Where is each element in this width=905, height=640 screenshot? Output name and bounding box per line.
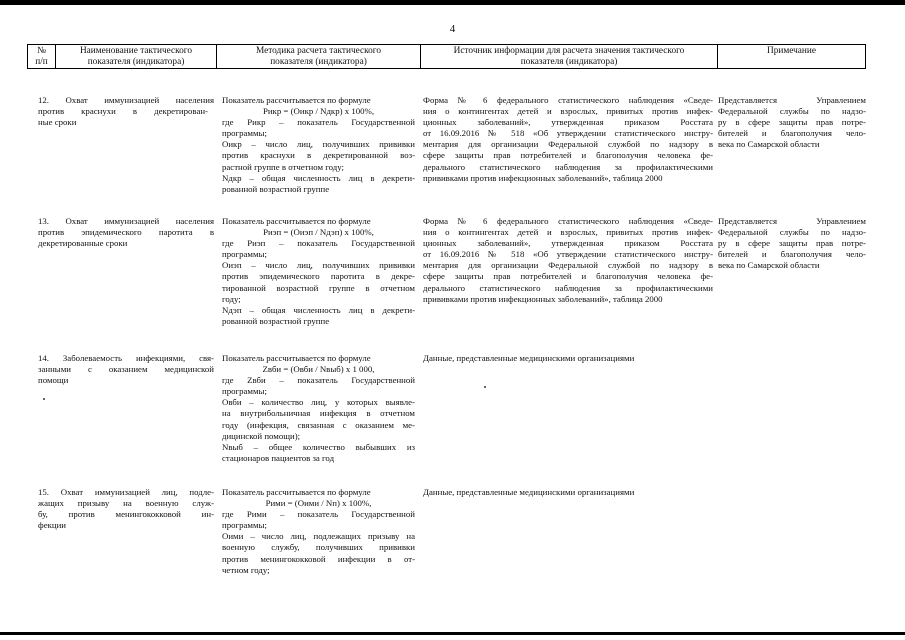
text-line: тированной возрастной группе в отчетном [222, 282, 415, 293]
indicator-name-cell [28, 353, 214, 386]
text-line: программы; [222, 249, 267, 260]
text-line: против краснухи в декретированной воз- [222, 150, 415, 161]
text-line: фекции [38, 520, 67, 531]
text-line: ру в сфере защиты прав потре- [718, 117, 866, 128]
scan-speck [484, 386, 486, 388]
note-cell [718, 95, 866, 150]
header-note [718, 46, 865, 68]
text-line: от 16.09.2016 № 518 «Об утверждении статистического инстру- [423, 128, 713, 139]
page-number: 4 [449, 23, 456, 35]
text-line: стационаров пациентов за год [222, 452, 335, 463]
text-line: Показатель рассчитывается по формуле [222, 216, 371, 226]
header-source-line: Источник информации для расчета значения тактического [453, 46, 685, 56]
text-line: ния о контингентах детей и взрослых, привитых против инфек- [423, 227, 713, 238]
formula-line: Pими = (Oими / Nп) x 100%, [265, 498, 372, 509]
header-indicator-name [56, 46, 216, 68]
source-cell [423, 353, 713, 364]
formula-line: Pикр = (Oикр / Nдкр) x 100%, [262, 106, 375, 117]
text-line: где Pикр – показатель Государственной [222, 117, 415, 128]
text-line: Федеральной службы по надзо- [718, 227, 866, 238]
text-line: Nдэп – общая численность лиц в декрети- [222, 304, 415, 315]
text-line: века по Самарской области [718, 260, 820, 271]
text-line: Oиэп – число лиц, получивших прививки [222, 260, 415, 271]
text-line: ментария для организации Федеральной службой по надзору в [423, 139, 713, 150]
text-line: рованной возрастной группе [222, 315, 330, 326]
header-bottom-line [27, 68, 865, 69]
text-line: Показатель рассчитывается по формуле [222, 487, 371, 497]
text-line: помощи [38, 375, 69, 386]
text-line: Oвби – количество лиц, у которых выявле- [222, 397, 415, 408]
text-line: где Pими – показатель Государственной [222, 509, 415, 520]
text-line: программы; [222, 520, 267, 531]
text-line: программы; [222, 128, 267, 139]
header-source [421, 46, 717, 68]
header-method [217, 46, 420, 68]
header-note-line: Примечание [767, 46, 816, 56]
header-number [28, 46, 55, 68]
text-line: году (инфекция, связанная с оказанием ме- [222, 419, 415, 430]
header-method-line: показателя (индикатора) [270, 57, 367, 67]
text-line: жащих призыву на военную служ- [38, 498, 214, 509]
header-name-line: показателя (индикатора) [87, 57, 185, 67]
header-method-line: Методика расчета тактического [255, 46, 382, 56]
text-line: Oими – число лиц, подлежащих призыву на [222, 531, 415, 542]
text-line: Представляется Управлением [718, 95, 866, 105]
indicator-name-cell [28, 216, 214, 249]
header-number-line: п/п [35, 57, 48, 67]
text-line: Форма № 6 федерального статистического наблюдения «Сведе- [423, 216, 713, 226]
indicator-name-cell [28, 95, 214, 128]
text-line: Форма № 6 федерального статистического наблюдения «Сведе- [423, 95, 713, 105]
text-line: Oикр – число лиц, получивших прививки [222, 139, 415, 150]
text-line: ру в сфере защиты прав потре- [718, 238, 866, 249]
method-cell [222, 487, 415, 576]
source-cell [423, 95, 713, 184]
text-line: Nвыб – общее количество выбывших из [222, 441, 415, 452]
text-line: 13. Охват иммунизацией населения [38, 216, 214, 226]
formula-line: Zвби = (Oвби / Nвыб) x 1 000, [262, 364, 375, 375]
text-line: прививками против инфекционных заболеваний», таблица 2000 [423, 172, 663, 183]
text-line: Nдкр – общая численность лиц в декрети- [222, 172, 415, 183]
text-line: сфере защиты прав потребителей и благополучия человека фе- [423, 150, 713, 161]
header-divider [865, 44, 866, 69]
header-name-line: Наименование тактического [79, 46, 193, 56]
text-line: году; [222, 293, 241, 304]
text-line: сфере защиты прав потребителей и благополучия человека фе- [423, 271, 713, 282]
top-border-rule [0, 0, 905, 5]
bottom-border-rule [0, 632, 905, 635]
text-line: рованной возрастной группе [222, 183, 330, 194]
text-line: ционных заболеваний», утвержденная приказом Росстата [423, 117, 713, 128]
text-line: бу, против менингококковой ин- [38, 509, 214, 520]
text-line: прививками против инфекционных заболеваний», таблица 2000 [423, 293, 663, 304]
text-line: дерального статистического наблюдения за профилактическими [423, 161, 713, 172]
text-line: бителей и благополучия чело- [718, 128, 866, 139]
text-line: на внутрибольничная инфекция в отчетном [222, 408, 415, 419]
text-line: дерального статистического наблюдения за профилактическими [423, 282, 713, 293]
text-line: где Pиэп – показатель Государственной [222, 238, 415, 249]
text-line: ционных заболеваний», утвержденная приказом Росстата [423, 238, 713, 249]
header-source-line: показателя (индикатора) [520, 57, 618, 67]
text-line: ментария для организации Федеральной службой по надзору в [423, 260, 713, 271]
text-line: растной группе в отчетном году; [222, 161, 344, 172]
text-line: от 16.09.2016 № 518 «Об утверждении статистического инстру- [423, 249, 713, 260]
source-cell [423, 487, 713, 498]
header-number-line: № [37, 46, 46, 56]
text-line: против краснухи в декретирован- [38, 106, 208, 117]
text-line: четном году; [222, 564, 270, 575]
indicator-name-cell [28, 487, 214, 531]
text-line: дицинской помощи); [222, 430, 301, 441]
text-line: 14. Заболеваемость инфекциями, свя- [38, 353, 214, 363]
text-line: военную службу, получивших прививки [222, 542, 415, 553]
scan-speck [43, 398, 45, 400]
text-line: 12. Охват иммунизацией населения [38, 95, 214, 105]
method-cell [222, 95, 415, 195]
text-line: Данные, представленные медицинскими организациями [423, 353, 635, 363]
method-cell [222, 353, 415, 464]
text-line: Данные, представленные медицинскими организациями [423, 487, 635, 497]
text-line: против эпидемического паротита в декре- [222, 271, 415, 282]
text-line: Федеральной службы по надзо- [718, 106, 866, 117]
source-cell [423, 216, 713, 305]
text-line: против менингококковой инфекции в от- [222, 553, 415, 564]
text-line: Показатель рассчитывается по формуле [222, 353, 371, 363]
text-line: ные сроки [38, 117, 77, 128]
formula-line: Pиэп = (Oиэп / Nдэп) x 100%, [263, 227, 374, 238]
text-line: где Zвби – показатель Государственной [222, 375, 415, 386]
note-cell [718, 216, 866, 271]
text-line: 15. Охват иммунизацией лиц, подле- [38, 487, 214, 497]
text-line: бителей и благополучия чело- [718, 249, 866, 260]
text-line: века по Самарской области [718, 139, 820, 150]
header-top-line [27, 44, 865, 45]
text-line: занными с оказанием медицинской [38, 364, 214, 375]
method-cell [222, 216, 415, 327]
text-line: ния о контингентах детей и взрослых, привитых против инфек- [423, 106, 713, 117]
text-line: декретированные сроки [38, 238, 128, 249]
text-line: против эпидемического паротита в [38, 227, 214, 238]
text-line: Показатель рассчитывается по формуле [222, 95, 371, 105]
text-line: программы; [222, 386, 267, 397]
text-line: Представляется Управлением [718, 216, 866, 226]
